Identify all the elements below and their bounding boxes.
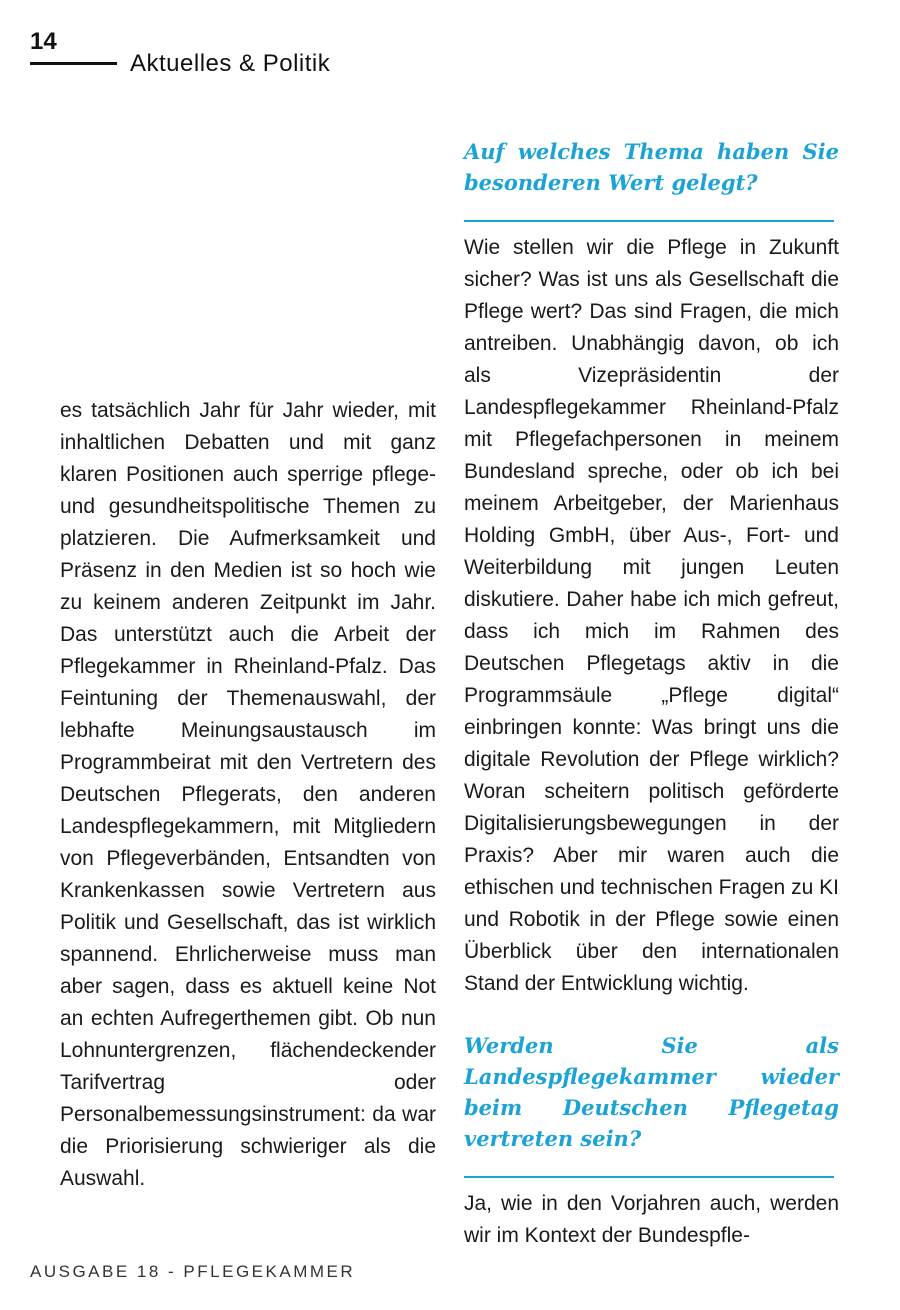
question-2: Werden Sie als Landespflegekammer wieder beim Deutschen Pflegetag vertreten sein? (464, 1033, 839, 1151)
question-1: Auf welches Thema haben Sie besonderen Wert gelegt? (464, 139, 839, 195)
left-column-text: es tatsächlich Jahr für Jahr wieder, mit inhaltlichen Debatten und mit ganz klaren Positionen auch sperrige pflege- und gesundheitspolitische Themen zu platzieren. Die Aufmerksamkeit und Präsenz in den Medien ist so hoch wie zu keinem anderen Zeitpunkt im Jahr. Das unterstützt auch die Arbeit der Pflegekammer in Rheinland-Pfalz. Das Feintuning der Themenauswahl, der lebhafte Meinungsaustausch im Programmbeirat mit den Vertretern des Deutschen Pflegerats, den anderen Landespflegekammern, mit Mitgliedern von Pflegeverbänden, Entsandten von Krankenkassen sowie Vertretern aus Politik und Gesellschaft, das ist wirklich spannend. Ehrlicherweise muss man aber sagen, dass es aktuell keine Not an echten Aufregerthemen gibt. Ob nun Lohnuntergrenzen, flächendeckender Tarifvertrag oder Personalbemessungsinstrument: da war die Priorisierung schwieriger als die Auswahl. (60, 399, 436, 1190)
section-label: Aktuelles & Politik (130, 50, 331, 77)
left-column (60, 395, 436, 1195)
question-1-rule (464, 220, 834, 222)
header-rule (30, 62, 117, 65)
question-2-rule (464, 1176, 834, 1178)
answer-1: Wie stellen wir die Pflege in Zukunft sicher? Was ist uns als Gesellschaft die Pflege wert? Das sind Fragen, die mich antreiben. Unabhängig davon, ob ich als Vizepräsidentin der Landespflegekammer Rheinland-Pfalz mit Pflegefachpersonen in meinem Bundesland spreche, oder ob ich bei meinem Arbeitgeber, der Marienhaus Holding GmbH, über Aus-, Fort- und Weiterbildung mit jungen Leuten diskutiere. Daher habe ich mich gefreut, dass ich mich im Rahmen des Deutschen Pflegetags aktiv in die Programmsäule „Pflege digital“ einbringen konnte: Was bringt uns die digitale Revolution der Pflege wirklich? Woran scheitern politisch geförderte Digitalisierungsbewegungen in der Praxis? Aber mir waren auch die ethischen und technischen Fragen zu KI und Robotik in der Pflege sowie einen Überblick über den internationalen Stand der Entwicklung wichtig. (464, 236, 839, 995)
footer: AUSGABE 18 - PFLEGEKAMMER (30, 1262, 356, 1281)
answer-2: Ja, wie in den Vorjahren auch, werden wir im Kontext der Bundespfle- (464, 1192, 839, 1247)
page-number: 14 (30, 28, 57, 55)
right-column (464, 136, 839, 1252)
